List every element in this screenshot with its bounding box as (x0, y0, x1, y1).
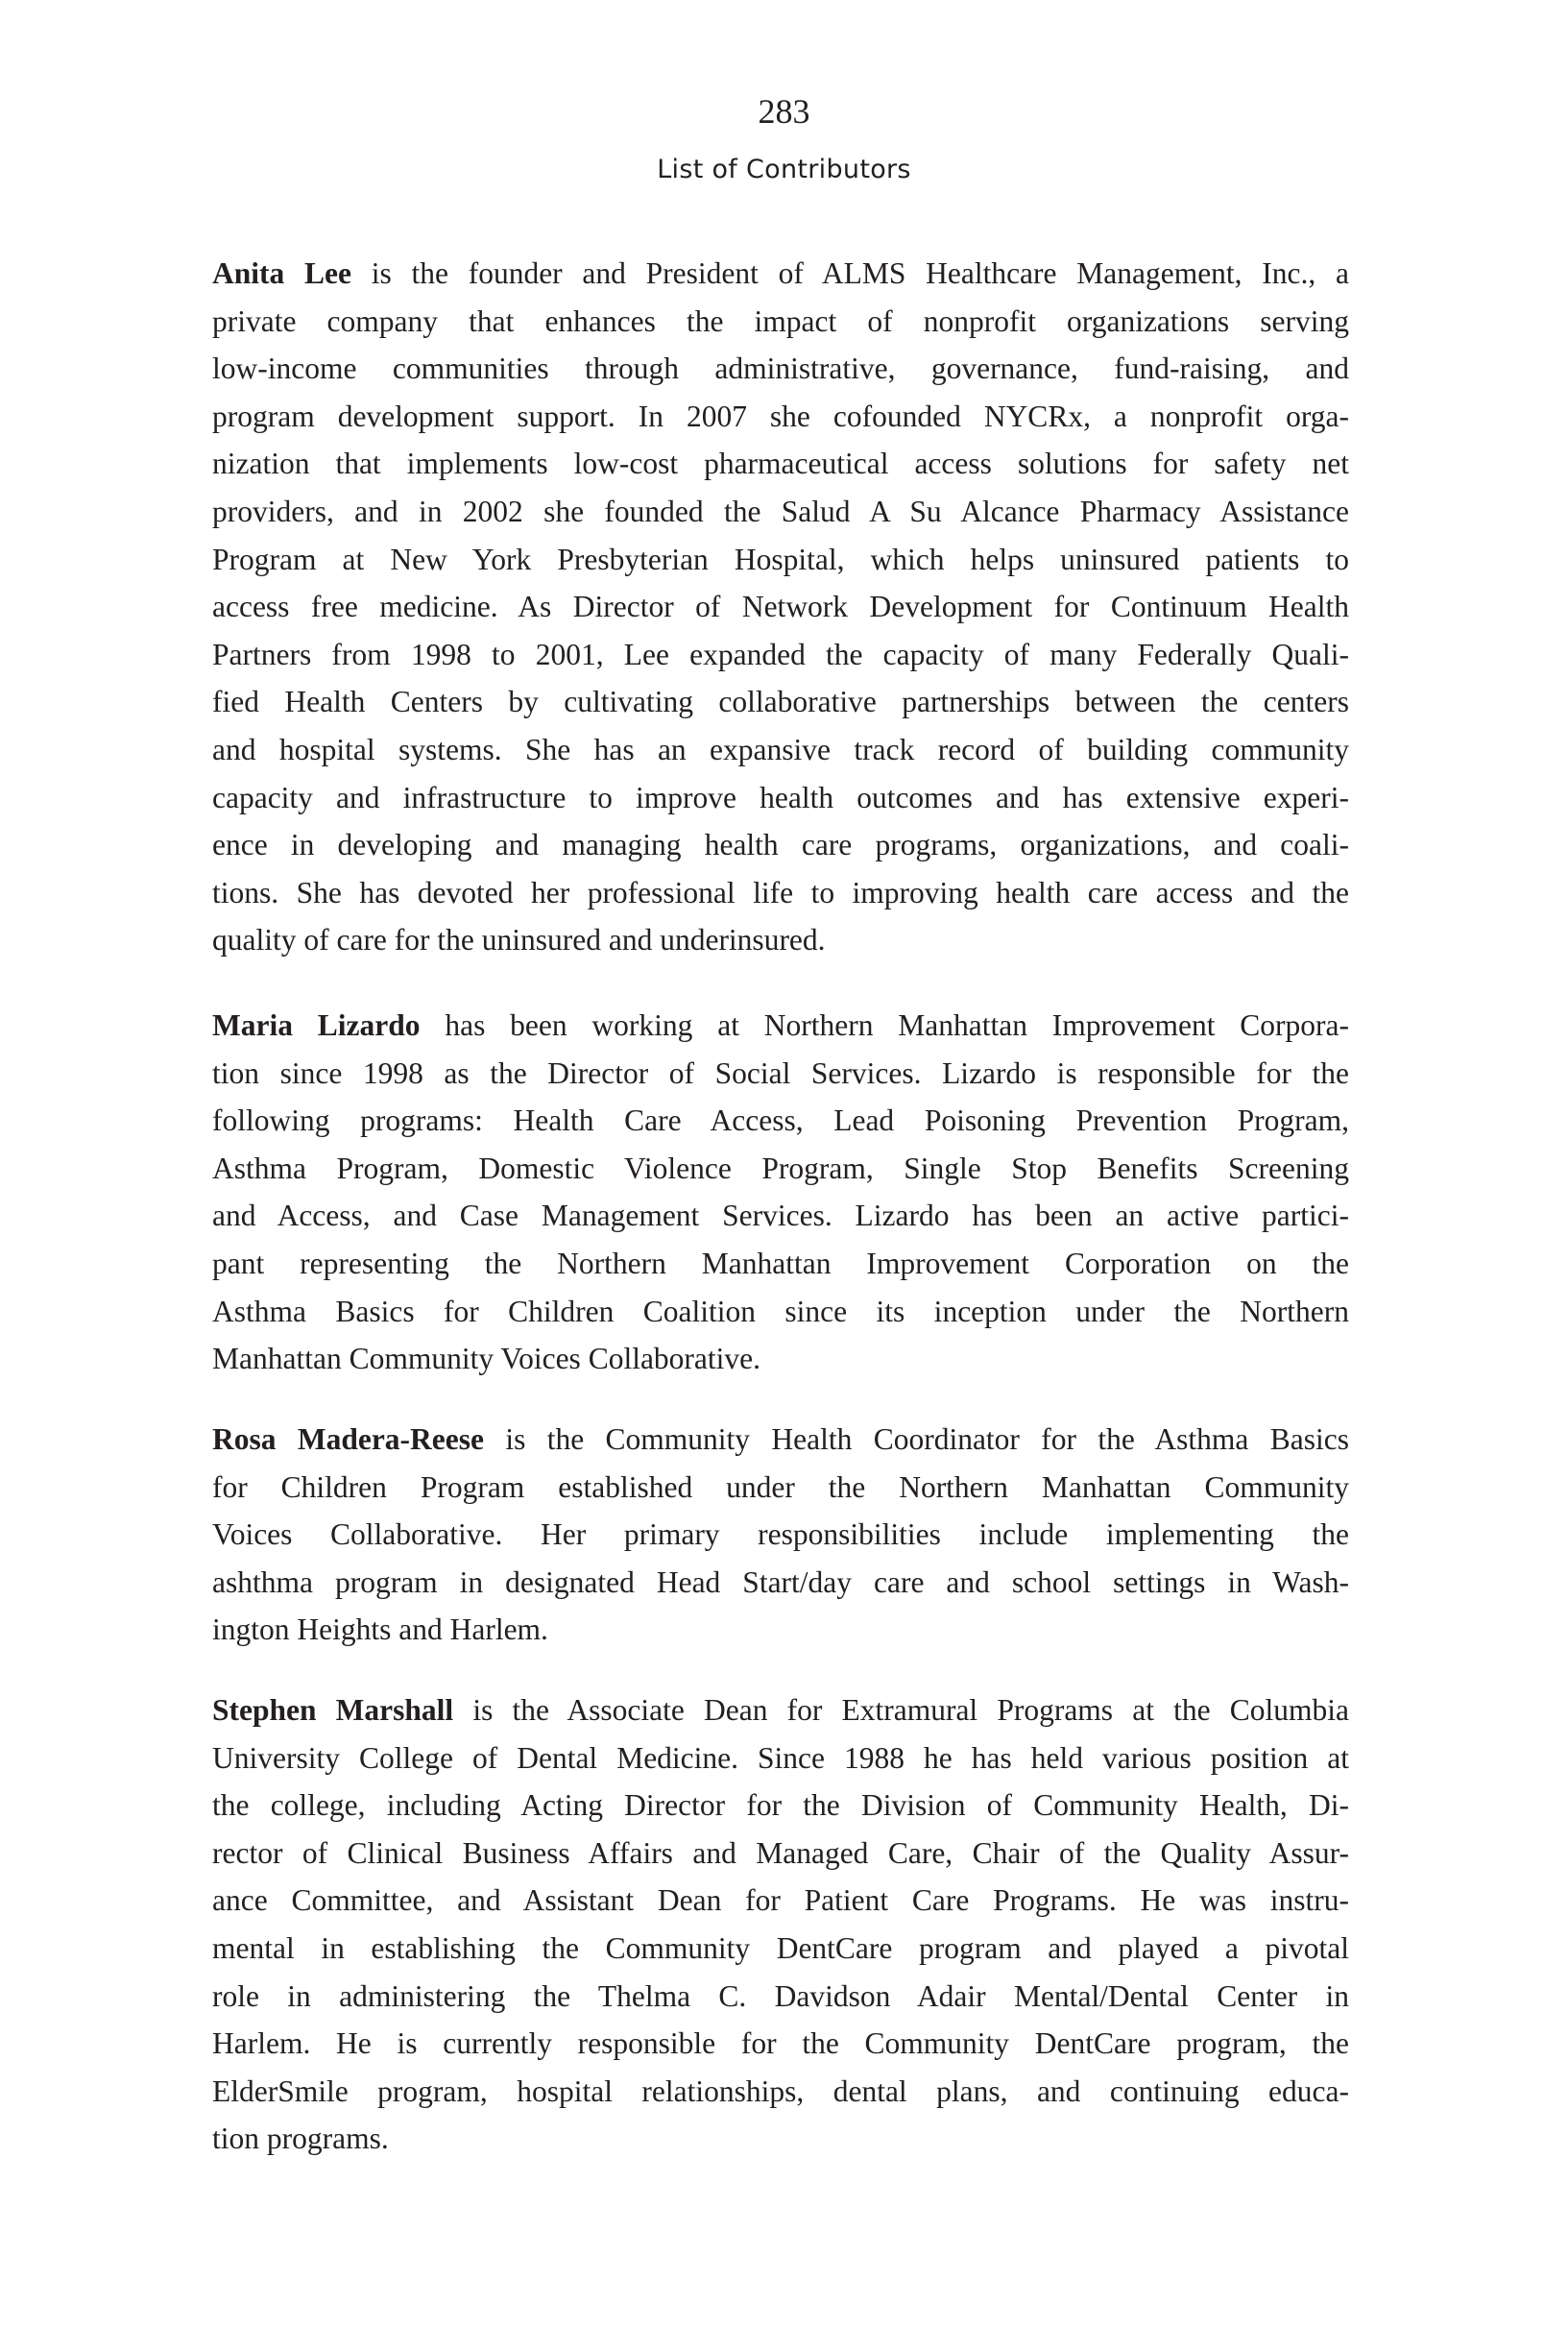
line-text: Asthma Basics for Children Coalition since its inception under the Northern (212, 1294, 1349, 1328)
text-line (212, 583, 1349, 631)
line-text: tions. She has devoted her professional life to improving health care access and the (212, 875, 1349, 909)
line-text: and hospital systems. She has an expansive track record of building community (212, 732, 1349, 766)
text-line (212, 726, 1349, 774)
line-text: quality of care for the uninsured and underinsured. (212, 923, 826, 958)
contributor-entry-stephen-marshall (212, 1686, 1349, 2163)
line-text: ance Committee, and Assistant Dean for Patient Care Programs. He was instru- (212, 1883, 1349, 1918)
line-text: and Access, and Case Management Services. Lizardo has been an active partici- (212, 1199, 1349, 1233)
text-line (212, 1335, 1349, 1383)
contributor-name: Stephen Marshall (212, 1693, 454, 1727)
line-text: ElderSmile program, hospital relationships, dental plans, and continuing educa- (212, 2073, 1349, 2108)
text-line (212, 1686, 1349, 1734)
line-text: private company that enhances the impact of nonprofit organizations serving (212, 303, 1349, 338)
page-number: 283 (758, 92, 810, 131)
text-line (212, 631, 1349, 679)
line-text: Harlem. He is currently responsible for the Community DentCare program, the (212, 2026, 1349, 2061)
text-line (212, 1782, 1349, 1830)
text-line (212, 678, 1349, 726)
line-text: for Children Program established under the Northern Manhattan Community (212, 1469, 1349, 1504)
text-line (212, 1734, 1349, 1782)
line-text: program development support. In 2007 she cofounded NYCRx, a nonprofit orga- (212, 399, 1349, 433)
text-line (212, 1192, 1349, 1240)
text-line (212, 250, 1349, 298)
text-line (212, 1002, 1349, 1050)
line-text: access free medicine. As Director of Network Development for Continuum Health (212, 590, 1349, 624)
text-line (212, 774, 1349, 822)
line-text: providers, and in 2002 she founded the Salud A Su Alcance Pharmacy Assistance (212, 494, 1349, 528)
line-text: fied Health Centers by cultivating collaborative partnerships between the centers (212, 685, 1349, 719)
line-text: rector of Clinical Business Affairs and Managed Care, Chair of the Quality Assur- (212, 1835, 1349, 1870)
contributor-entry-rosa-madera-reese (212, 1416, 1349, 1654)
text-line (212, 393, 1349, 441)
text-line (212, 916, 1349, 964)
line-text: tion since 1998 as the Director of Social Services. Lizardo is responsible for the (212, 1055, 1349, 1090)
text-line (212, 1145, 1349, 1193)
line-text: nization that implements low-cost pharmaceutical access solutions for safety net (212, 447, 1349, 481)
line-text: low-income communities through administrative, governance, fund-raising, and (212, 352, 1349, 386)
text-line (212, 1973, 1349, 2021)
text-line (212, 345, 1349, 393)
line-text: Voices Collaborative. Her primary responsibilities include implementing the (212, 1517, 1349, 1552)
text-line (212, 2115, 1349, 2163)
text-line (212, 1830, 1349, 1878)
line-text: pant representing the Northern Manhattan Improvement Corporation on the (212, 1246, 1349, 1280)
text-line (212, 1464, 1349, 1512)
text-line (212, 1240, 1349, 1288)
line-text: following programs: Health Care Access, Lead Poisoning Prevention Program, (212, 1103, 1349, 1138)
line-text: ashthma program in designated Head Start/day care and school settings in Wash- (212, 1564, 1349, 1599)
contributor-entry-anita-lee (212, 250, 1349, 964)
text-line (212, 1050, 1349, 1098)
text-line (212, 1606, 1349, 1654)
text-line (212, 1511, 1349, 1559)
text-line (212, 440, 1349, 488)
line-text: the college, including Acting Director for the Division of Community Health, Di- (212, 1788, 1349, 1823)
text-line (212, 1925, 1349, 1973)
text-line (212, 1097, 1349, 1145)
line-text: tion programs. (212, 2122, 389, 2156)
text-line (212, 2068, 1349, 2116)
text-line (212, 821, 1349, 869)
running-head: List of Contributors (657, 155, 911, 184)
line-text: ington Heights and Harlem. (212, 1612, 548, 1647)
line-text: capacity and infrastructure to improve health outcomes and has extensive experi- (212, 780, 1349, 814)
text-line (212, 488, 1349, 536)
contributor-entry-maria-lizardo (212, 1002, 1349, 1383)
line-text: is the founder and President of ALMS Healthcare Management, Inc., a (350, 256, 1349, 290)
text-line (212, 298, 1349, 346)
text-line (212, 536, 1349, 584)
contributor-name: Maria Lizardo (212, 1008, 421, 1042)
line-text: Asthma Program, Domestic Violence Program, Single Stop Benefits Screening (212, 1151, 1349, 1185)
line-text: Partners from 1998 to 2001, Lee expanded the capacity of many Federally Quali- (212, 637, 1349, 671)
contributor-name: Rosa Madera-Reese (212, 1422, 485, 1456)
text-line (212, 1877, 1349, 1925)
contributor-name: Anita Lee (212, 256, 351, 290)
line-text: role in administering the Thelma C. Davidson Adair Mental/Dental Center in (212, 1978, 1349, 2013)
text-line (212, 2020, 1349, 2068)
text-line (212, 869, 1349, 917)
text-line (212, 1416, 1349, 1464)
line-text: University College of Dental Medicine. Since 1988 he has held various position at (212, 1740, 1349, 1775)
line-text: Manhattan Community Voices Collaborative. (212, 1342, 761, 1376)
line-text: ence in developing and managing health care programs, organizations, and coali- (212, 828, 1349, 862)
line-text: is the Associate Dean for Extramural Programs at the Columbia (453, 1693, 1349, 1727)
text-line (212, 1288, 1349, 1336)
text-line (212, 1559, 1349, 1607)
line-text: has been working at Northern Manhattan Improvement Corpora- (420, 1008, 1350, 1042)
line-text: Program at New York Presbyterian Hospital, which helps uninsured patients to (212, 542, 1349, 576)
line-text: mental in establishing the Community DentCare program and played a pivotal (212, 1930, 1349, 1965)
line-text: is the Community Health Coordinator for the Asthma Basics (484, 1422, 1350, 1456)
